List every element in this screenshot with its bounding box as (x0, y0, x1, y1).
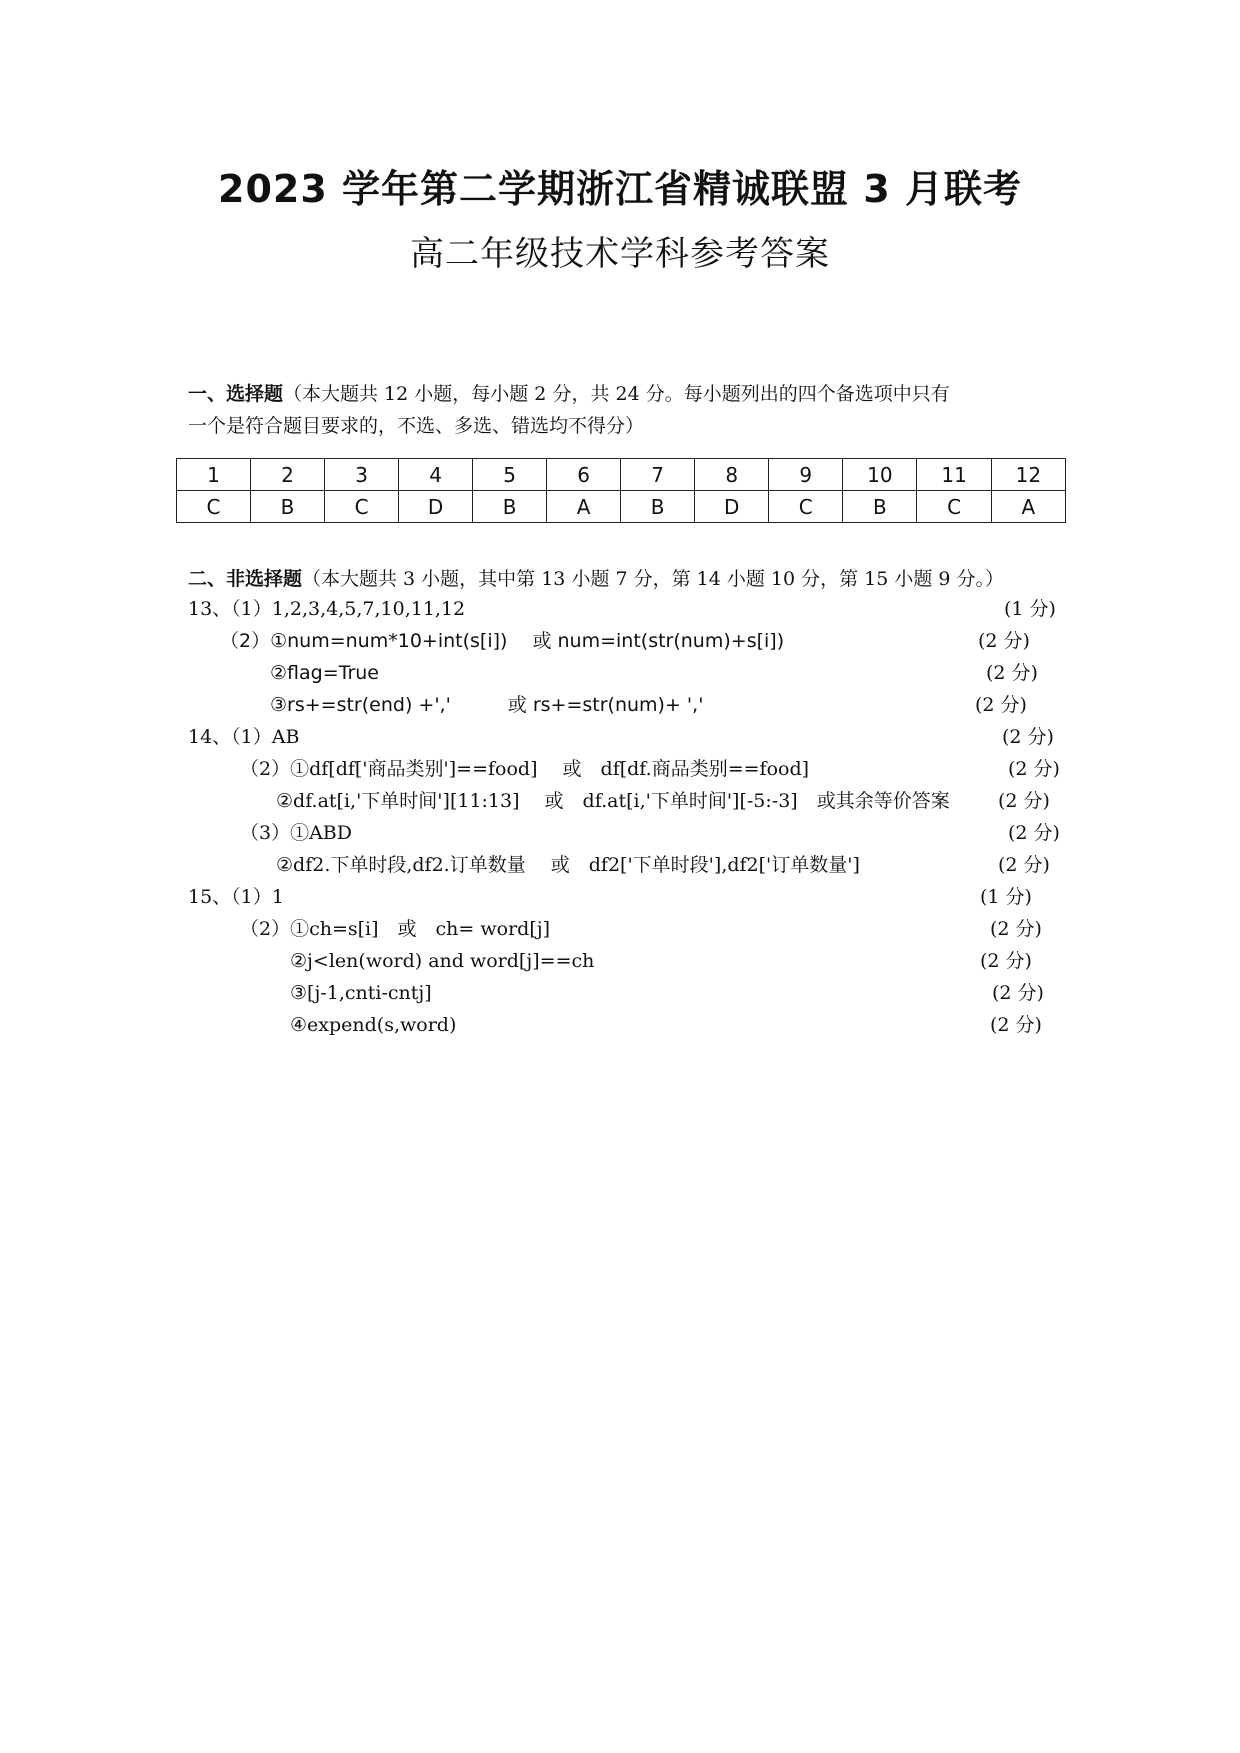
answer-line: （3）①ABD (240, 822, 353, 844)
question-number: 2 (251, 459, 325, 491)
section1-desc-line1: （本大题共 12 小题，每小题 2 分，共 24 分。每小题列出的四个备选项中只有 (283, 383, 950, 405)
answer-cell: C (769, 491, 843, 523)
score-label: (2 分) (992, 982, 1044, 1004)
answer-cell: A (991, 491, 1065, 523)
answer-line: ②df.at[i,'下单时间'][11:13] 或 df.at[i,'下单时间'][-5:-3] 或其余等价答案 (276, 790, 950, 812)
score-label: (2 分) (1008, 758, 1060, 780)
question-number: 4 (399, 459, 473, 491)
document-title: 2023 学年第二学期浙江省精诚联盟 3 月联考 (218, 167, 1022, 211)
question-number: 3 (325, 459, 399, 491)
answer-cell: B (621, 491, 695, 523)
answer-line: （2）①df[df['商品类别']==food] 或 df[df.商品类别==food] (240, 758, 810, 780)
answer-line: ③[j-1,cnti-cntj] (290, 982, 432, 1004)
answer-cell: C (917, 491, 991, 523)
answer-table-number-row (177, 459, 1066, 491)
score-label: (2 分) (975, 694, 1027, 716)
section2-intro (188, 563, 1188, 595)
question-number: 11 (917, 459, 991, 491)
score-label: (2 分) (1008, 822, 1060, 844)
question-number: 9 (769, 459, 843, 491)
question-number: 12 (991, 459, 1065, 491)
section1-heading: 一、选择题 (188, 383, 284, 405)
score-label: (2 分) (978, 630, 1030, 652)
section2-heading: 二、非选择题 (188, 568, 303, 590)
answer-line: 14、（1）AB (188, 726, 300, 748)
answer-line: （2）①num=num*10+int(s[i]) 或 num=int(str(num)+s[i]) (220, 630, 785, 652)
answer-line: 13、（1）1,2,3,4,5,7,10,11,12 (188, 598, 466, 620)
question-number: 6 (547, 459, 621, 491)
answer-cell: B (473, 491, 547, 523)
answer-line: （2）①ch=s[i] 或 ch= word[j] (240, 918, 551, 940)
answer-line: ②df2.下单时段,df2.订单数量 或 df2['下单时段'],df2['订单数量'] (276, 854, 860, 876)
answer-line: ④expend(s,word) (290, 1014, 457, 1036)
score-label: (2 分) (980, 950, 1032, 972)
answer-table (176, 458, 1066, 523)
answer-cell: D (695, 491, 769, 523)
answer-line: ③rs+=str(end) +',' 或 rs+=str(num)+ ',' (270, 694, 704, 716)
section1-desc-line2: 一个是符合题目要求的，不选、多选、错选均不得分） (188, 415, 645, 437)
section2-desc: （本大题共 3 小题，其中第 13 小题 7 分，第 14 小题 10 分，第 15 小题 9 分。） (302, 568, 1005, 590)
document-subtitle: 高二年级技术学科参考答案 (410, 234, 830, 274)
question-number: 1 (177, 459, 251, 491)
answer-cell: C (325, 491, 399, 523)
answer-cell: A (547, 491, 621, 523)
score-label: (2 分) (998, 854, 1050, 876)
score-label: (2 分) (1002, 726, 1054, 748)
question-number: 5 (473, 459, 547, 491)
score-label: (2 分) (990, 918, 1042, 940)
answer-cell: C (177, 491, 251, 523)
answer-cell: D (399, 491, 473, 523)
score-label: (2 分) (998, 790, 1050, 812)
answer-line: ②flag=True (270, 662, 379, 684)
answer-line: 15、（1）1 (188, 886, 284, 908)
question-number: 7 (621, 459, 695, 491)
score-label: (2 分) (986, 662, 1038, 684)
answer-line: ②j<len(word) and word[j]==ch (290, 950, 595, 972)
answer-cell: B (251, 491, 325, 523)
question-number: 10 (843, 459, 917, 491)
section1-intro (188, 378, 1068, 442)
answer-cell: B (843, 491, 917, 523)
score-label: (2 分) (990, 1014, 1042, 1036)
score-label: (1 分) (980, 886, 1032, 908)
question-number: 8 (695, 459, 769, 491)
score-label: (1 分) (1004, 598, 1056, 620)
answer-table-answer-row (177, 491, 1066, 523)
